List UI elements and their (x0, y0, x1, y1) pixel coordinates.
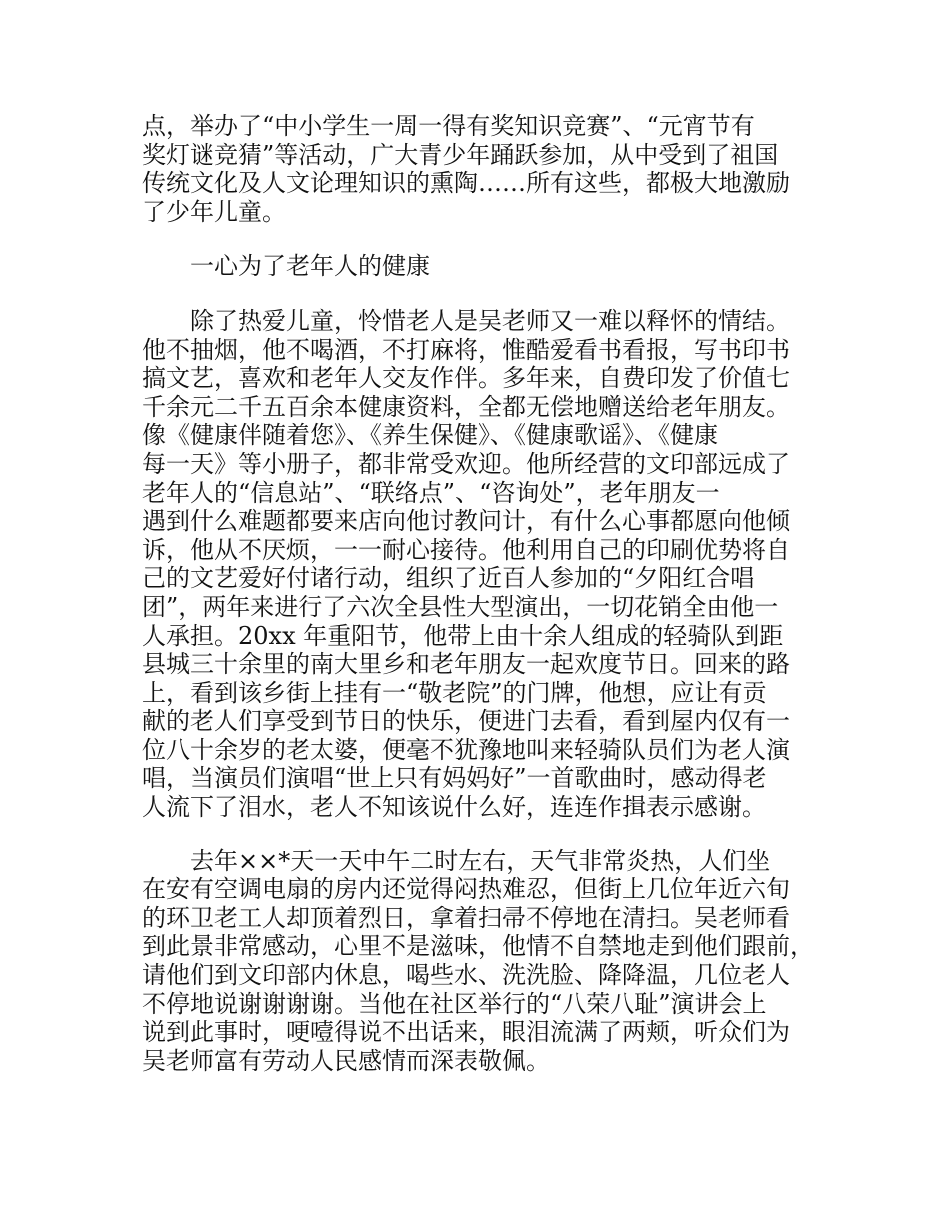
text-line: 千余元二千五百余本健康资料，全都无偿地赠送给老年朋友。 (142, 392, 790, 421)
paragraph-continuation (142, 112, 822, 226)
text-line: 己的文艺爱好付诸行动，组织了近百人参加的“夕阳红合唱 (142, 564, 755, 593)
text-line: 县城三十余里的南大里乡和老年朋友一起欢度节日。回来的路 (142, 650, 790, 679)
paragraph-spacer (142, 226, 822, 252)
text-line: 说到此事时，哽噎得说不出话来，眼泪流满了两颊，听众们为 (142, 1018, 790, 1047)
text-line: 奖灯谜竞猜”等活动，广大青少年踊跃参加，从中受到了祖国 (142, 140, 779, 169)
text-line: 点，举办了“中小学生一周一得有奖知识竞赛”、“元宵节有 (142, 112, 755, 140)
document-body (142, 112, 822, 1075)
paragraph-spacer (142, 281, 822, 307)
paragraph-sanitation-workers (142, 847, 822, 1076)
paragraph-elderly-care (142, 307, 822, 822)
section-heading (142, 252, 822, 281)
text-line: 了少年儿童。 (142, 197, 286, 226)
text-line: 唱，当演员们演唱“世上只有妈妈好”一首歌曲时，感动得老 (142, 764, 767, 793)
text-line: 去年××*天一天中午二时左右，天气非常炎热，人们坐 (190, 846, 771, 875)
text-line: 他不抽烟，他不喝酒，不打麻将，惟酷爱看书看报，写书印书 (142, 335, 790, 364)
text-line: 像《健康伴随着您》、《养生保健》、《健康歌谣》、《健康 (142, 421, 718, 450)
text-line: 上，看到该乡街上挂有一“敬老院”的门牌，他想，应让有贡 (142, 678, 767, 707)
text-line: 的环卫老工人却顶着烈日，拿着扫帚不停地在清扫。吴老师看 (142, 903, 790, 932)
text-line: 吴老师富有劳动人民感情而深表敬佩。 (142, 1046, 550, 1075)
text-line: 每一天》等小册子，都非常受欢迎。他所经营的文印部远成了 (142, 449, 790, 478)
text-line: 传统文化及人文论理知识的熏陶……所有这些，都极大地激励 (142, 169, 790, 198)
text-line: 到此景非常感动，心里不是滋味，他情不自禁地走到他们跟前， (142, 932, 814, 961)
text-line: 遇到什么难题都要来店向他讨教问计，有什么心事都愿向他倾 (142, 507, 790, 536)
text-line: 老年人的“信息站”、“联络点”、“咨询处”，老年朋友一 (142, 478, 720, 507)
text-line: 团”，两年来进行了六次全县性大型演出，一切花销全由他一 (142, 592, 779, 621)
text-line: 人承担。20xx 年重阳节，他带上由十余人组成的轻骑队到距 (142, 621, 784, 650)
text-line: 人流下了泪水，老人不知该说什么好，连连作揖表示感谢。 (142, 793, 766, 822)
text-line: 除了热爱儿童，怜惜老人是吴老师又一难以释怀的情结。 (190, 306, 790, 335)
text-line: 不停地说谢谢谢谢。当他在社区举行的“八荣八耻”演讲会上 (142, 989, 767, 1018)
text-line: 请他们到文印部内休息，喝些水、洗洗脸、降降温，几位老人 (142, 961, 790, 990)
heading-line: 一心为了老年人的健康 (190, 252, 430, 281)
text-line: 搞文艺，喜欢和老年人交友作伴。多年来，自费印发了价值七 (142, 364, 790, 393)
text-line: 诉，他从不厌烦，一一耐心接待。他利用自己的印刷优势将自 (142, 535, 790, 564)
text-line: 位八十余岁的老太婆，便毫不犹豫地叫来轻骑队员们为老人演 (142, 735, 790, 764)
paragraph-spacer (142, 822, 822, 847)
text-line: 在安有空调电扇的房内还觉得闷热难忍，但街上几位年近六旬 (142, 875, 790, 904)
text-line: 献的老人们享受到节日的快乐，便进门去看，看到屋内仅有一 (142, 707, 790, 736)
